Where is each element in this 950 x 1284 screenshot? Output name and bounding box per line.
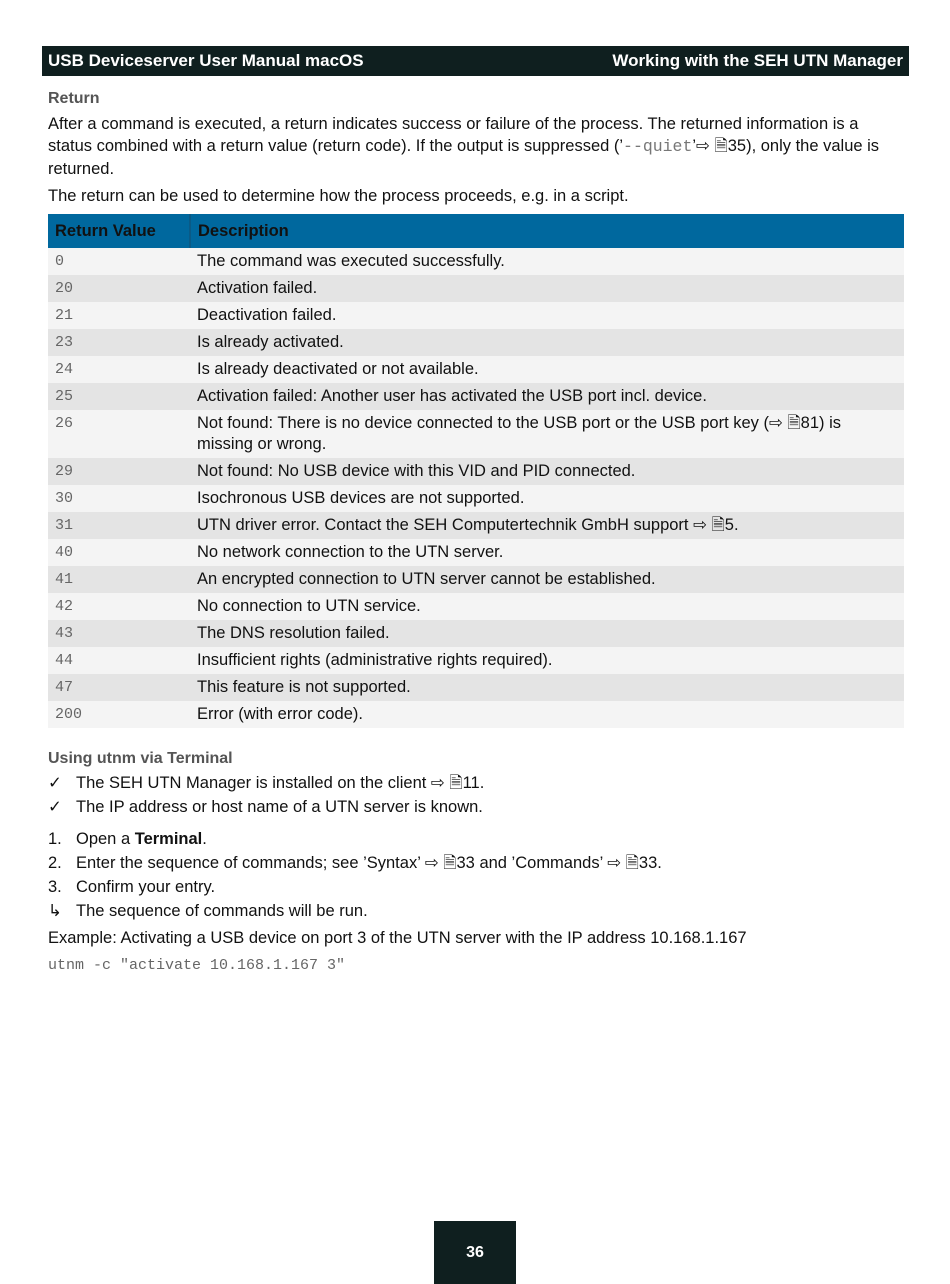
return-value-cell: 41 <box>48 566 190 593</box>
return-text-b: ’ <box>692 137 697 155</box>
description-cell: Insufficient rights (administrative rights required). <box>190 647 904 674</box>
return-value-cell: 43 <box>48 620 190 647</box>
table-row <box>48 512 904 539</box>
page-reference-link[interactable]: 35 <box>727 137 747 155</box>
step-number: 3. <box>48 878 62 896</box>
return-value-cell: 25 <box>48 383 190 410</box>
table-row <box>48 539 904 566</box>
prerequisite-text: The SEH UTN Manager is installed on the client ⇨ 🗎11. <box>76 774 485 792</box>
list-item <box>48 795 904 819</box>
table-row <box>48 410 904 458</box>
description-cell: Isochronous USB devices are not supported. <box>190 485 904 512</box>
description-cell: This feature is not supported. <box>190 674 904 701</box>
return-value-cell: 200 <box>48 701 190 728</box>
description-cell: An encrypted connection to UTN server cannot be established. <box>190 566 904 593</box>
list-item <box>48 771 904 795</box>
example-command-code: utnm -c "activate 10.168.1.167 3" <box>48 957 346 974</box>
return-value-cell: 20 <box>48 275 190 302</box>
list-item <box>48 875 904 899</box>
description-cell: Not found: There is no device connected to the USB port or the USB port key (⇨ 🗎81) is missing or wrong. <box>190 410 904 458</box>
return-text-c: ), only the value is returned. <box>48 137 880 178</box>
page-header <box>42 46 909 76</box>
terminal-app-name: Terminal <box>134 830 203 848</box>
return-value-cell: 42 <box>48 593 190 620</box>
return-value-cell: 47 <box>48 674 190 701</box>
page-number-box <box>434 1221 516 1284</box>
return-value-cell: 31 <box>48 512 190 539</box>
steps-list <box>48 827 904 923</box>
check-icon: ✓ <box>48 774 62 792</box>
check-icon: ✓ <box>48 798 62 816</box>
description-column-header: Description <box>190 214 904 248</box>
table-row <box>48 356 904 383</box>
table-row <box>48 701 904 728</box>
return-value-cell: 30 <box>48 485 190 512</box>
table-row <box>48 458 904 485</box>
table-header-row <box>48 214 904 248</box>
description-cell: Activation failed. <box>190 275 904 302</box>
return-value-cell: 44 <box>48 647 190 674</box>
return-paragraph <box>48 113 904 180</box>
table-row <box>48 620 904 647</box>
description-cell: Is already deactivated or not available. <box>190 356 904 383</box>
arrow-reference-icon: ⇨ 🗎 <box>696 137 728 155</box>
list-item <box>48 899 904 923</box>
table-row <box>48 383 904 410</box>
prerequisite-text: The IP address or host name of a UTN server is known. <box>76 798 483 816</box>
description-cell: UTN driver error. Contact the SEH Computertechnik GmbH support ⇨ 🗎5. <box>190 512 904 539</box>
step-text <box>76 827 207 851</box>
chapter-title: Working with the SEH UTN Manager <box>612 51 903 70</box>
return-value-cell: 40 <box>48 539 190 566</box>
description-cell: Not found: No USB device with this VID and PID connected. <box>190 458 904 485</box>
description-cell: No network connection to the UTN server. <box>190 539 904 566</box>
result-text: The sequence of commands will be run. <box>76 902 368 920</box>
prerequisites-list <box>48 771 904 819</box>
return-value-cell: 23 <box>48 329 190 356</box>
table-row <box>48 329 904 356</box>
description-cell: No connection to UTN service. <box>190 593 904 620</box>
script-note: The return can be used to determine how the process proceeds, e.g. in a script. <box>48 187 629 205</box>
step-number: 2. <box>48 854 62 872</box>
example-text: Example: Activating a USB device on port 3 of the UTN server with the IP address 10.168.1.167 <box>48 929 747 947</box>
manual-title: USB Deviceserver User Manual macOS <box>48 51 364 70</box>
step-number: 1. <box>48 830 62 848</box>
return-value-cell: 21 <box>48 302 190 329</box>
list-item <box>48 827 904 851</box>
table-row <box>48 248 904 275</box>
description-cell: The command was executed successfully. <box>190 248 904 275</box>
description-cell: Is already activated. <box>190 329 904 356</box>
step-text: Confirm your entry. <box>76 878 216 896</box>
return-value-cell: 24 <box>48 356 190 383</box>
table-row <box>48 566 904 593</box>
table-body <box>48 248 904 728</box>
step-text: Enter the sequence of commands; see ’Syntax’ ⇨ 🗎33 and ’Commands’ ⇨ 🗎33. <box>76 854 662 872</box>
description-cell: Activation failed: Another user has activated the USB port incl. device. <box>190 383 904 410</box>
return-text-a: After a command is executed, a return indicates success or failure of the process. The returned information is a status combined with a return value (return code). If the output is suppressed (’ <box>48 115 859 155</box>
table-row <box>48 674 904 701</box>
page-number: 36 <box>466 1243 484 1261</box>
terminal-heading: Using utnm via Terminal <box>48 750 233 767</box>
list-item <box>48 851 904 875</box>
return-values-table <box>48 214 904 728</box>
table-row <box>48 302 904 329</box>
table-row <box>48 275 904 302</box>
table-row <box>48 593 904 620</box>
return-value-cell: 26 <box>48 410 190 458</box>
page-content <box>48 90 904 974</box>
step-text-part: Open a <box>76 830 135 848</box>
return-value-column-header: Return Value <box>48 214 190 248</box>
description-cell: The DNS resolution failed. <box>190 620 904 647</box>
return-value-cell: 29 <box>48 458 190 485</box>
step-text-part: . <box>202 830 207 848</box>
table-row <box>48 647 904 674</box>
table-row <box>48 485 904 512</box>
quiet-option-code: --quiet <box>623 137 693 156</box>
return-value-cell: 0 <box>48 248 190 275</box>
description-cell: Deactivation failed. <box>190 302 904 329</box>
description-cell: Error (with error code). <box>190 701 904 728</box>
result-arrow-icon: ↳ <box>48 902 62 920</box>
return-heading: Return <box>48 90 100 107</box>
